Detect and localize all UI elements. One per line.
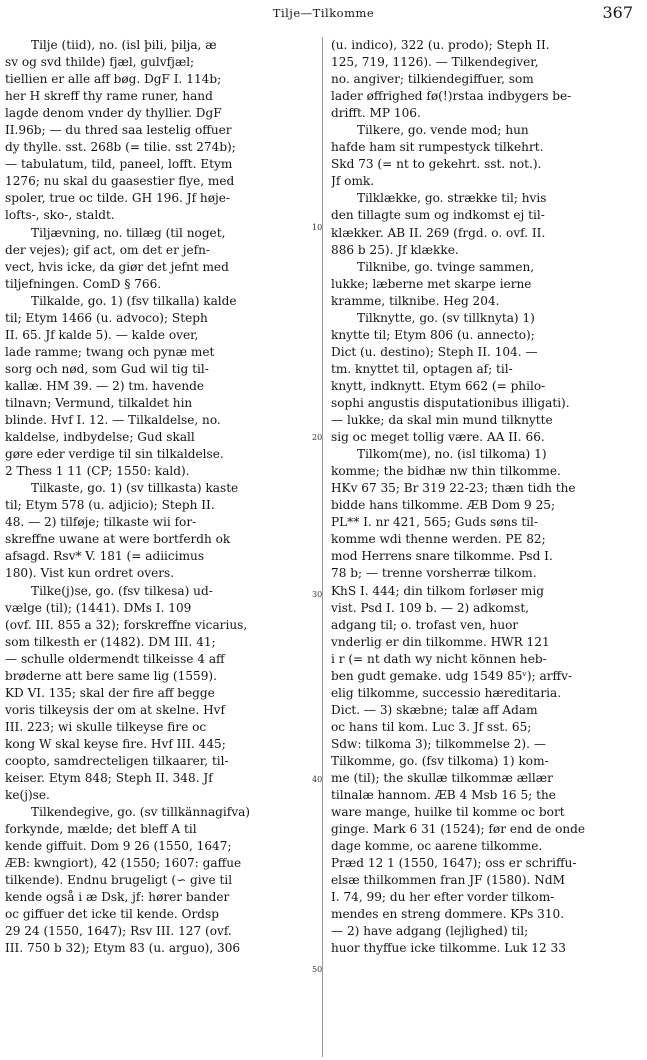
text-line: Tilkalde, go. 1) (fsv tilkalla) kalde bbox=[31, 293, 237, 308]
text-line: — tabulatum, tild, paneel, lofft. Etym bbox=[5, 157, 233, 172]
text-line: Tilkere, go. vende mod; hun bbox=[357, 123, 529, 138]
text-line: skreffne uwane at were bortferdh ok bbox=[5, 532, 231, 547]
text-line: Dict (u. destino); Steph II. 104. — bbox=[331, 344, 538, 359]
text-line: sig oc meget tollig være. AA II. 66. bbox=[331, 430, 545, 445]
text-line: — schulle oldermendt tilkeisse 4 aff bbox=[5, 651, 225, 666]
text-line: sophi angustis disputationibus illigati). bbox=[331, 395, 570, 410]
text-line: Jf omk. bbox=[331, 174, 375, 189]
text-line: lofts-, sko-, staldt. bbox=[5, 208, 115, 223]
text-line: sv og svd thilde) fjæl, gulvfjæl; bbox=[5, 55, 195, 70]
text-line: spoler, true oc tilde. GH 196. Jf høje- bbox=[5, 191, 230, 206]
text-line: drifft. MP 106. bbox=[331, 106, 421, 121]
text-line: elig tilkomme, successio hæreditaria. bbox=[331, 685, 562, 700]
text-line: 2 Thess 1 11 (CP; 1550: kald). bbox=[5, 464, 190, 479]
text-line: tiljefningen. ComD § 766. bbox=[5, 276, 162, 291]
text-line: Tilknytte, go. (sv tillknyta) 1) bbox=[357, 310, 535, 325]
text-line: Præd 12 1 (1550, 1647); oss er schriffu- bbox=[331, 856, 577, 871]
line-marker: 30 bbox=[312, 590, 323, 599]
text-line: der vejes); gif act, om det er jefn- bbox=[5, 242, 210, 257]
line-marker: 20 bbox=[312, 433, 323, 442]
text-line: mendes en streng dommere. KPs 310. bbox=[331, 907, 565, 922]
text-line: Skd 73 (= nt to gekehrt. sst. not.). bbox=[331, 157, 542, 172]
text-line: — lukke; da skal min mund tilknytte bbox=[331, 413, 553, 428]
text-line: kong W skal keyse fire. Hvf III. 445; bbox=[5, 736, 226, 751]
text-line: lagde denom vnder dy thyllier. DgF bbox=[5, 106, 222, 121]
text-line: som tilkesth er (1482). DM III. 41; bbox=[5, 634, 216, 649]
text-line: III. 223; wi skulle tilkeyse fire oc bbox=[5, 719, 207, 734]
text-line: coopto, samdrecteligen tilkaarer, til- bbox=[5, 753, 229, 768]
text-line: sorg och nød, som Gud wil tig til- bbox=[5, 361, 209, 376]
text-line: lader øffrighed fø(!)rstaa indbygers be- bbox=[331, 89, 572, 104]
text-line: tm. knyttet til, optagen af; til- bbox=[331, 361, 513, 376]
text-line: kaldelse, indbydelse; Gud skall bbox=[5, 430, 195, 445]
left-column bbox=[5, 37, 311, 958]
text-line: 125, 719, 1126). — Tilkendegiver, bbox=[331, 55, 539, 70]
text-line: Tilkendegive, go. (sv tillkännagifva) bbox=[31, 805, 250, 820]
text-line: elsæ thilkommen fran JF (1580). NdM bbox=[331, 873, 565, 888]
text-line: KD VI. 135; skal der fire aff begge bbox=[5, 685, 215, 700]
text-line: PL** I. nr 421, 565; Guds søns til- bbox=[331, 515, 539, 530]
text-line: hafde ham sit rumpestyck tilkehrt. bbox=[331, 140, 544, 155]
text-line: ware mange, huilke til komme oc bort bbox=[331, 805, 565, 820]
page-number: 367 bbox=[602, 3, 633, 22]
text-line: oc giffuer det icke til kende. Ordsp bbox=[5, 907, 219, 922]
text-line: 29 24 (1550, 1647); Rsv III. 127 (ovf. bbox=[5, 924, 232, 939]
text-line: vect, hvis icke, da giør det jefnt med bbox=[5, 259, 229, 274]
text-line: II.96b; — du thred saa lestelig offuer bbox=[5, 123, 232, 138]
text-line: Tilklække, go. strække til; hvis bbox=[357, 191, 547, 206]
text-line: tilnalæ hannom. ÆB 4 Msb 16 5; the bbox=[331, 788, 556, 803]
text-line: komme; the bidhæ nw thin tilkomme. bbox=[331, 464, 561, 479]
text-line: kramme, tilknibe. Heg 204. bbox=[331, 293, 500, 308]
text-line: afsagd. Rsv* V. 181 (= adiicimus bbox=[5, 549, 205, 564]
text-line: til; Etym 1466 (u. advoco); Steph bbox=[5, 310, 208, 325]
text-line: lukke; læberne met skarpe ierne bbox=[331, 276, 532, 291]
text-line: Sdw: tilkoma 3); tilkommelse 2). — bbox=[331, 736, 546, 751]
text-line: Tilkaste, go. 1) (sv tillkasta) kaste bbox=[31, 481, 239, 496]
text-line: til; Etym 578 (u. adjicio); Steph II. bbox=[5, 498, 215, 513]
text-line: oc hans til kom. Luc 3. Jf sst. 65; bbox=[331, 719, 532, 734]
text-line: her H skreff thy rame runer, hand bbox=[5, 89, 213, 104]
text-line: gøre eder verdige til sin tilkaldelse. bbox=[5, 447, 224, 462]
text-line: komme wdi thenne werden. PE 82; bbox=[331, 532, 546, 547]
column-divider bbox=[322, 37, 323, 1057]
text-line: i r (= nt dath wy nicht können heb- bbox=[331, 651, 547, 666]
text-line: bidde hans tilkomme. ÆB Dom 9 25; bbox=[331, 498, 556, 513]
right-column bbox=[331, 37, 637, 958]
text-line: brøderne att bere same lig (1559). bbox=[5, 668, 217, 683]
text-line: Dict. — 3) skæbne; talæ aff Adam bbox=[331, 702, 538, 717]
text-line: tiellien er alle aff bøg. DgF I. 114b; bbox=[5, 72, 222, 87]
text-line: keiser. Etym 848; Steph II. 348. Jf bbox=[5, 771, 213, 786]
text-line: dage komme, oc aarene tilkomme. bbox=[331, 839, 543, 854]
text-line: III. 750 b 32); Etym 83 (u. arguo), 306 bbox=[5, 941, 241, 956]
text-line: 78 b; — trenne vorsherræ tilkom. bbox=[331, 566, 537, 581]
text-line: KhS I. 444; din tilkom forløser mig bbox=[331, 583, 544, 598]
text-line: ÆB: kwngiort), 42 (1550; 1607: gaffue bbox=[5, 856, 242, 871]
text-line: vist. Psd I. 109 b. — 2) adkomst, bbox=[331, 600, 530, 615]
text-line: lade ramme; twang och pynæ met bbox=[5, 344, 215, 359]
running-title: Tilje—Tilkomme bbox=[272, 6, 375, 20]
text-line: ben gudt gemake. udg 1549 85ᵛ); arffv- bbox=[331, 668, 573, 683]
text-line: Tilke(j)se, go. (fsv tilkesa) ud- bbox=[31, 583, 213, 598]
line-marker: 10 bbox=[312, 223, 323, 232]
text-line: forkynde, mælde; det bleff A til bbox=[5, 822, 197, 837]
text-line: knytte til; Etym 806 (u. annecto); bbox=[331, 327, 535, 342]
text-line: kende giffuit. Dom 9 26 (1550, 1647; bbox=[5, 839, 232, 854]
text-line: HKv 67 35; Br 319 22-23; thæn tidh the bbox=[331, 481, 576, 496]
text-line: (u. indico), 322 (u. prodo); Steph II. bbox=[331, 38, 550, 52]
line-marker: 40 bbox=[312, 775, 323, 784]
text-line: den tillagte sum og indkomst ej til- bbox=[331, 208, 545, 223]
text-line: 180). Vist kun ordret overs. bbox=[5, 566, 175, 581]
text-line: Tiljævning, no. tillæg (til noget, bbox=[31, 225, 226, 240]
text-line: tilkende). Endnu brugeligt (∽ give til bbox=[5, 873, 233, 888]
text-line: Tilkom(me), no. (isl tilkoma) 1) bbox=[357, 447, 547, 462]
line-marker: 50 bbox=[312, 965, 323, 974]
text-line: Tilje (tiid), no. (isl þili, þilja, æ bbox=[31, 38, 217, 52]
text-line: (ovf. III. 855 a 32); forskreffne vicarius, bbox=[5, 617, 248, 632]
text-line: kende også i æ Dsk, jf: hører bander bbox=[5, 890, 230, 905]
text-line: kallæ. HM 39. — 2) tm. havende bbox=[5, 378, 205, 393]
text-line: tilnavn; Vermund, tilkaldet hin bbox=[5, 395, 193, 410]
text-line: knytt, indknytt. Etym 662 (= philo- bbox=[331, 378, 546, 393]
text-line: huor thyffue icke tilkomme. Luk 12 33 bbox=[331, 941, 566, 956]
text-line: 1276; nu skal du gaasestier flye, med bbox=[5, 174, 235, 189]
text-line: 886 b 25). Jf klække. bbox=[331, 242, 459, 257]
text-line: Tilkomme, go. (fsv tilkoma) 1) kom- bbox=[331, 753, 549, 768]
text-line: vælge (til); (1441). DMs I. 109 bbox=[5, 600, 192, 615]
text-line: klækker. AB II. 269 (frgd. o. ovf. II. bbox=[331, 225, 546, 240]
text-line: II. 65. Jf kalde 5). — kalde over, bbox=[5, 327, 199, 342]
text-line: vnderlig er din tilkomme. HWR 121 bbox=[331, 634, 550, 649]
text-line: no. angiver; tilkiendegiffuer, som bbox=[331, 72, 534, 87]
text-line: ginge. Mark 6 31 (1524); før end de onde bbox=[331, 822, 586, 837]
text-line: voris tilkeysis der om at skelne. Hvf bbox=[5, 702, 225, 717]
text-line: adgang til; o. trofast ven, huor bbox=[331, 617, 519, 632]
text-line: dy thylle. sst. 268b (= tilie. sst 274b); bbox=[5, 140, 236, 155]
text-line: — 2) have adgang (lejlighed) til; bbox=[331, 924, 529, 939]
text-line: me (til); the skullæ tilkommæ ællær bbox=[331, 771, 553, 786]
text-line: blinde. Hvf I. 12. — Tilkaldelse, no. bbox=[5, 413, 221, 428]
text-line: mod Herrens snare tilkomme. Psd I. bbox=[331, 549, 553, 564]
text-line: ke(j)se. bbox=[5, 788, 50, 803]
text-line: I. 74, 99; du her efter vorder tilkom- bbox=[331, 890, 555, 905]
text-line: 48. — 2) tilføje; tilkaste wii for- bbox=[5, 515, 197, 530]
text-line: Tilknibe, go. tvinge sammen, bbox=[357, 259, 535, 274]
